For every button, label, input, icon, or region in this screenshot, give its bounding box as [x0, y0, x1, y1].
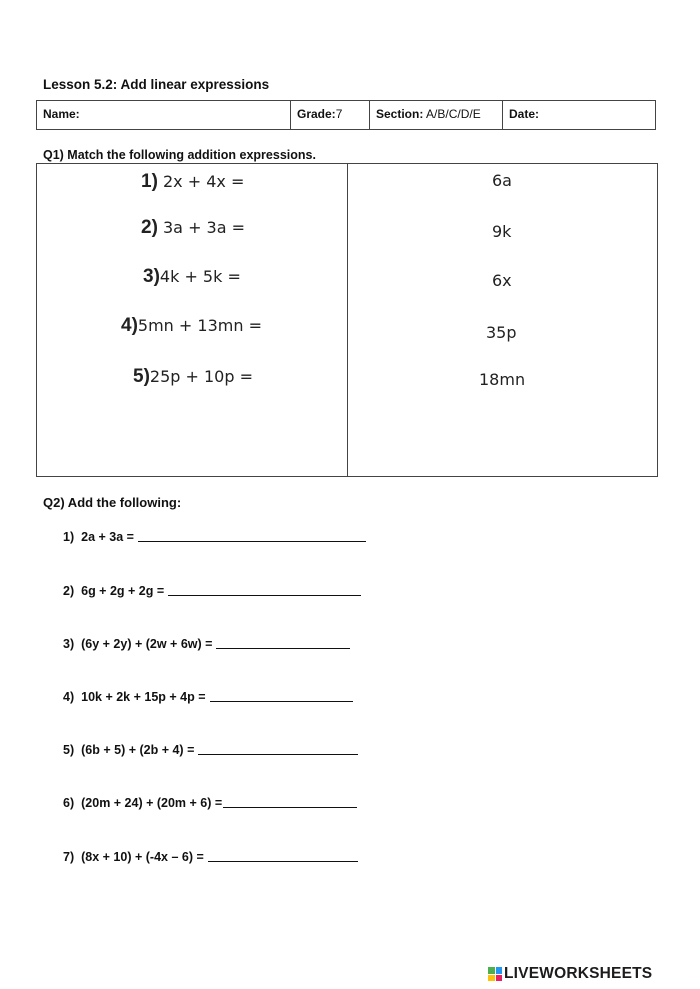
date-cell[interactable] — [503, 101, 655, 129]
match-answer[interactable]: 35p — [486, 323, 517, 342]
q2-item-number: 3) — [63, 637, 75, 651]
q2-item-text: (6y + 2y) + (2w + 6w) = — [81, 637, 213, 651]
q2-item-number: 7) — [63, 850, 75, 864]
match-expression[interactable] — [141, 171, 244, 193]
answer-blank[interactable] — [208, 860, 358, 862]
q2-item — [63, 530, 366, 544]
answer-blank[interactable] — [216, 647, 350, 649]
section-value: A/B/C/D/E — [426, 107, 481, 121]
expression-number: 3) — [143, 266, 160, 287]
liveworksheets-logo-icon — [488, 967, 502, 981]
expression-number: 2) — [141, 217, 158, 238]
grade-label: Grade: — [297, 107, 336, 121]
expression-text: 25p + 10p = — [149, 367, 254, 386]
liveworksheets-logo[interactable] — [488, 965, 652, 983]
section-label: Section: — [376, 107, 424, 121]
match-answer[interactable]: 6x — [492, 271, 512, 290]
match-expression[interactable] — [121, 315, 262, 337]
q2-item — [63, 796, 357, 810]
expression-text: 4k + 5k = — [159, 267, 241, 286]
match-answer[interactable]: 6a — [492, 171, 512, 190]
student-info-table — [36, 100, 656, 130]
date-label: Date: — [509, 107, 540, 121]
lesson-title: Lesson 5.2: Add linear expressions — [43, 77, 270, 92]
q2-item-text: (20m + 24) + (20m + 6) = — [81, 796, 223, 810]
q2-item — [63, 637, 350, 651]
section-cell — [370, 101, 503, 129]
expression-text: 2x + 4x = — [157, 172, 245, 191]
q1-heading: Q1) Match the following addition expressions. — [43, 148, 316, 162]
match-expression[interactable] — [141, 217, 245, 239]
answer-blank[interactable] — [210, 700, 353, 702]
q2-heading: Q2) Add the following: — [43, 495, 182, 510]
name-cell[interactable] — [37, 101, 291, 129]
grade-cell — [291, 101, 370, 129]
match-expression[interactable] — [143, 266, 241, 288]
match-answer[interactable]: 9k — [492, 222, 512, 241]
q2-item-number: 2) — [63, 584, 75, 598]
q2-item-text: (6b + 5) + (2b + 4) = — [81, 743, 195, 757]
match-answer[interactable]: 18mn — [479, 370, 526, 389]
expression-text: 3a + 3a = — [157, 218, 246, 237]
q2-item — [63, 690, 353, 704]
q2-item-text: 6g + 2g + 2g = — [81, 584, 165, 598]
q2-item-text: 2a + 3a = — [81, 530, 134, 544]
q2-item-number: 5) — [63, 743, 75, 757]
q2-item — [63, 584, 361, 598]
answer-blank[interactable] — [138, 540, 366, 542]
q2-item-text: 10k + 2k + 15p + 4p = — [81, 690, 206, 704]
expression-number: 1) — [141, 171, 158, 192]
expression-number: 4) — [121, 315, 138, 336]
q2-item — [63, 850, 358, 864]
expression-number: 5) — [133, 366, 150, 387]
column-divider — [347, 164, 348, 476]
name-label: Name: — [43, 107, 80, 121]
match-expression[interactable] — [133, 366, 253, 388]
answer-blank[interactable] — [198, 753, 358, 755]
answer-blank[interactable] — [223, 806, 357, 808]
q2-item-number: 4) — [63, 690, 75, 704]
q2-item-text: (8x + 10) + (-4x – 6) = — [81, 850, 204, 864]
q2-item — [63, 743, 358, 757]
q2-item-number: 6) — [63, 796, 75, 810]
answer-blank[interactable] — [168, 594, 361, 596]
q2-item-number: 1) — [63, 530, 75, 544]
grade-value: 7 — [335, 107, 343, 121]
expression-text: 5mn + 13mn = — [137, 316, 262, 335]
brand-text: LIVEWORKSHEETS — [504, 965, 653, 982]
